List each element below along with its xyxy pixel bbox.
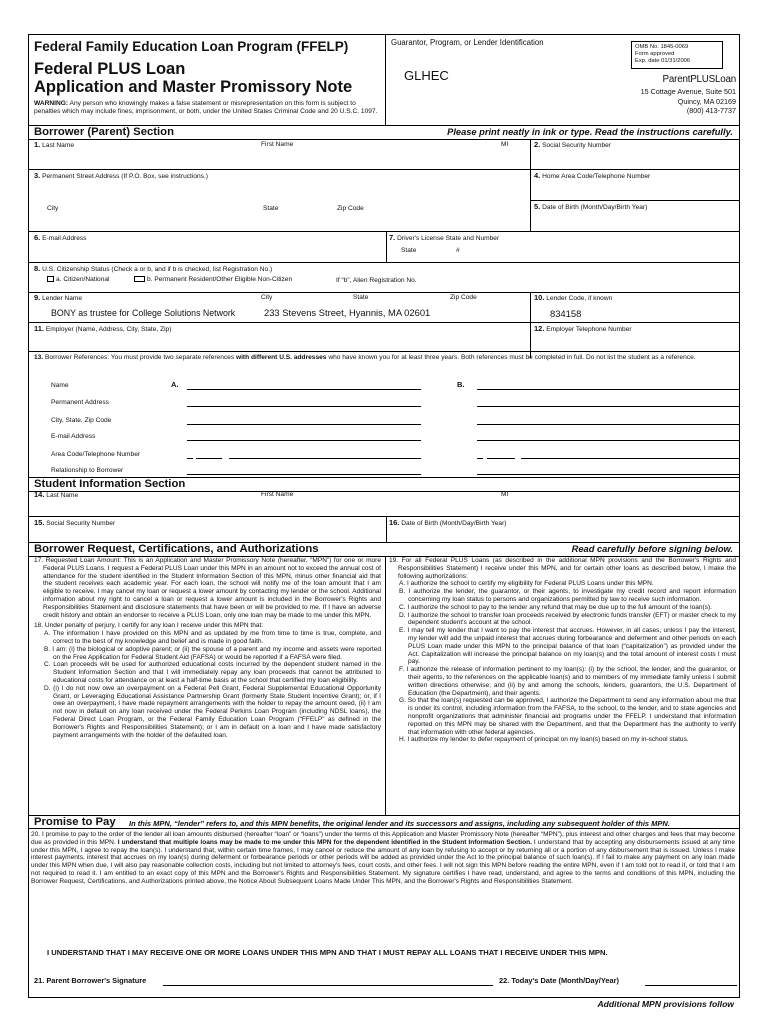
form-page bbox=[28, 34, 740, 998]
lender-city-label: City bbox=[261, 294, 273, 301]
employer-phone-label: 12. Employer Telephone Number bbox=[534, 324, 632, 333]
signature-label: 21. Parent Borrower's Signature bbox=[34, 976, 147, 985]
student-last-name-label: 14. Last Name bbox=[34, 490, 79, 499]
ref-email-label: E-mail Address bbox=[51, 433, 96, 440]
print-instructions: Please print neatly in ink or type. Read the instructions carefully. bbox=[447, 127, 733, 137]
lender-code-value[interactable]: 834158 bbox=[550, 308, 582, 319]
zip-label: Zip Code bbox=[337, 205, 364, 212]
promise-text: 20. I promise to pay to the order of the lender all loan amounts disbursed (hereafter “loan” or “loans”) under the terms of this Application and Master Promissory Note (hereafter “MPN”), plus interest and other charges and fees that may become due as provided in this MPN. I understand that multiple loans may be made to me under this MPN for the dependent identified in the Student Information Section. I understand that by accepting any disbursements issued at any time under this MPN, I agree to repay the loan(s). I understand that, within certain time frames, I may cancel or reduce the amount of any loan by refusing to accept or by returning all or a portion of any disbursement that is issued. Unless I make interest payments, interest that accrues on my loan(s) during deferment or forbearance periods or other periods will be added as provided under the Act to the principal balance of such loan(s). If I fail to make any payment on any loan made under this MPN when due, I will also pay reasonable collection costs, including but not limited to attorney's fees, court costs, and other fees. I will not sign this MPN before reading the entire MPN, even if I am told not to read it, or told that I am not required to read it. I am entitled to an exact copy of this MPN and the Borrower's Rights and Responsibilities Statement. My signature certifies I have read, understand, and agree to the terms and conditions of this MPN, including the Borrower Request, Certifications, and Authorizations printed above, the Notice About Subsequent Loans Made Under This MPN, and the Borrower's Rights and Responsibilities Statement. bbox=[31, 831, 736, 885]
state-label: State bbox=[263, 205, 279, 212]
guarantor-value: GLHEC bbox=[404, 68, 449, 83]
student-section-header: Student Information Section bbox=[29, 477, 739, 492]
employer-label: 11. Employer (Name, Address, City, State, Zip) bbox=[34, 324, 172, 333]
lender-name-label: 9. Lender Name bbox=[34, 293, 83, 302]
ref-city-label: City, State, Zip Code bbox=[51, 417, 112, 424]
references-instructions: 13. Borrower References: You must provide two separate references with different U.S. addresses who have known you for at least three years. Both references must be completed in full. Do not list the student as a reference. bbox=[34, 354, 696, 361]
signature-line[interactable] bbox=[163, 985, 493, 986]
program-title: Federal Family Education Loan Program (FFELP) bbox=[34, 39, 349, 54]
omb-box: OMB No. 1845-0069 Form approved Exp. date 01/31/2006 bbox=[631, 41, 723, 69]
ref-name-label: Name bbox=[51, 382, 69, 389]
lender-zip-label: Zip Code bbox=[450, 294, 477, 301]
citizenship-label: 8. U.S. Citizenship Status (Check a or b, and if b is checked, list Registration No.) bbox=[34, 264, 273, 273]
email-label: 6. E-mail Address bbox=[34, 233, 87, 242]
last-name-label: 1. Last Name bbox=[34, 140, 74, 149]
header-right bbox=[386, 35, 739, 125]
ref-relationship-label: Relationship to Borrower bbox=[51, 467, 124, 474]
ref-phone-label: Area Code/Telephone Number bbox=[51, 451, 141, 458]
ssn-label: 2. Social Security Number bbox=[534, 140, 612, 149]
promise-section-header: Promise to Pay In this MPN, “lender” refers to, and this MPN benefits, the original lender and its successors and assigns, including any subsequent holder of this MPN. bbox=[29, 815, 739, 829]
promise-instructions: In this MPN, “lender” refers to, and this MPN benefits, the original lender and its successors and assigns, including any subsequent holder of this MPN. bbox=[129, 819, 670, 828]
header-left bbox=[29, 35, 386, 125]
guarantor-address: 15 Cottage Avenue, Suite 501 Quincy, MA 02169 (800) 413-7737 bbox=[640, 87, 736, 116]
resident-checkbox[interactable] bbox=[134, 276, 145, 282]
student-ssn-label: 15. Social Security Number bbox=[34, 518, 116, 527]
license-state-label: State bbox=[401, 247, 417, 254]
lender-state-label: State bbox=[353, 294, 369, 301]
resident-option[interactable]: b. Permanent Resident/Other Eligible Non-Citizen bbox=[134, 276, 292, 284]
city-label: City bbox=[47, 205, 59, 212]
reference-b-label: B. bbox=[457, 380, 465, 389]
license-number-label: # bbox=[456, 247, 460, 254]
borrower-section-header: Borrower (Parent) Section Please print neatly in ink or type. Read the instructions carefully. bbox=[29, 125, 739, 140]
understand-statement: I UNDERSTAND THAT I MAY RECEIVE ONE OR MORE LOANS UNDER THIS MPN AND THAT I MUST REPAY ALL LOANS THAT I RECEIVE UNDER THIS MPN. bbox=[47, 948, 608, 957]
lender-address-value[interactable]: 233 Stevens Street, Hyannis, MA 02601 bbox=[264, 307, 431, 318]
dob-label: 5. Date of Birth (Month/Day/Birth Year) bbox=[534, 202, 648, 211]
date-label: 22. Today's Date (Month/Day/Year) bbox=[499, 976, 619, 985]
mi-label: MI bbox=[501, 141, 509, 148]
read-carefully-note: Read carefully before signing below. bbox=[571, 544, 733, 554]
student-dob-label: 16. Date of Birth (Month/Day/Birth Year) bbox=[389, 518, 507, 527]
home-phone-label: 4. Home Area Code/Telephone Number bbox=[534, 171, 651, 180]
request-left-column: 17. Requested Loan Amount: This is an Application and Master Promissory Note (hereafter, “MPN”) for one or more Federal PLUS Loans. I request a Federal PLUS Loan under this MPN in an amount not to exceed the annual cost of attendance for the student identified in the Student Information Section of this MPN, minus other financial aid that the student receives each academic year. For each loan, the school will notify me of the loan amount that I am eligible to receive. I may cancel my loan or request a lower amount by contacting my lender or the school. Additional information about my right to cancel a loan or request a lower amount is included in the Borrower's Rights and Responsibilities Statement and disclosure statements that have been or will be provided to me. If I have an adverse credit history and obtain an endorser to receive a PLUS Loan, only one loan may be made to me under this MPN. 18. Under penalty of perjury, I certify for any loan I receive under this MPN that: A. The information I have provided on this MPN and as updated by me from time to time is true, complete, and correct to the best of my knowledge and belief and is made in good faith. B. I am: (i) the biological or adoptive parent; or (ii) the spouse of a parent and my income and assets were reported on the Free Application for Federal Student Aid (FAFSA) or would be reported if a FAFSA were filed. C. Loan proceeds will be used for authorized educational costs incurred by the dependent student named in the Student Information Section and that I will immediately repay any loan proceeds that cannot be attributed to educational costs for attendance on at least a half-time basis at the school that certified my loan eligibility. D. (i) I do not now owe an overpayment on a Federal Pell Grant, Federal Supplemental Educational Opportunity Grant, or Leveraging Educational Assistance Partnership Grant (formerly State Student Incentive Grant); or, if I owe an overpayment, I have made repayment arrangements with the holder to repay the amount owed, (ii) I am not now in default on any loan received under the Federal Perkins Loan Program (including NDSL loans), the Federal Direct Loan Program, or the Federal Family Education Loan Program (“FFELP” as defined in the Borrower's Rights and Responsibilities Statement); or I am in default on a loan and I have made satisfactory payment arrangements with the holder of the defaulted loan. bbox=[34, 557, 381, 739]
lender-code-label: 10. Lender Code, if known bbox=[534, 293, 613, 302]
license-label: 7. Driver's License State and Number bbox=[389, 233, 500, 242]
form-title: Federal PLUS Loan Application and Master Promissory Note bbox=[34, 60, 353, 96]
lender-name-value[interactable]: BONY as trustee for College Solutions Network bbox=[51, 308, 236, 318]
reference-a-label: A. bbox=[171, 380, 179, 389]
request-right-column: 19. For all Federal PLUS Loans (as described in the additional MPN provisions and the Borrower's Rights and Responsibilities Statement) I receive under this MPN, and for certain other loans as described below, I make the following authorizations: A. I authorize the school to certify my eligibility for Federal PLUS Loans under this MPN. B. I authorize the lender, the guarantor, or their agents, to investigate my credit record and report information concerning my loan status to persons and organizations permitted by law to receive such information. C. I authorize the school to pay to the lender any refund that may be due up to the full amount of the loan(s). D. I authorize the school to transfer loan proceeds received by electronic funds transfer (EFT) or master check to my dependent student's account at the school. E. I may tell my lender that I want to pay the interest that accrues. However, in all cases, unless I pay the interest, my lender will add the unpaid interest that accrues during forbearance and deferment and other periods on each PLUS Loan made under this MPN to the principal balance of that loan (“capitalization”) as provided under the Act. Capitalization will increase the principal balance on my loan(s) and the total amount of interest costs I must pay. F. I authorize the release of information pertinent to my loan(s): (i) by the school, the lender, and the guarantor, or their agents, to the references on the applicable loan(s) and to members of my immediate family unless I submit written directions otherwise; and (ii) by and among the schools, lenders, guarantors, the U.S. Department of Education (the Department), and their agents. G. So that the loan(s) requested can be approved, I authorize the Department to send any information about me that is under its control, including information from the FAFSA, to the school, to the lender, and to state agencies and nonprofit organizations that administer financial aid programs under the FFELP. I understand that information reported on this MPN may be shared with the Department, and that the Department has the authority to verify that information with other federal agencies. H. I authorize my lender to defer repayment of principal on my loan(s) based on my in-school status. bbox=[389, 557, 736, 744]
first-name-label: First Name bbox=[261, 141, 294, 148]
student-mi-label: MI bbox=[501, 491, 509, 498]
parent-plus-logo: ParentPLUSLoan bbox=[662, 74, 736, 85]
guarantor-label: Guarantor, Program, or Lender Identification bbox=[391, 38, 544, 47]
additional-provisions-note: Additional MPN provisions follow bbox=[597, 999, 734, 1009]
alien-registration-label: If “b”, Alien Registration No. bbox=[336, 277, 417, 284]
student-first-name-label: First Name bbox=[261, 491, 294, 498]
citizen-option[interactable]: a. Citizen/National bbox=[47, 276, 110, 284]
date-line[interactable] bbox=[645, 985, 737, 986]
address-label: 3. Permanent Street Address (If P.O. Box, see instructions.) bbox=[34, 171, 209, 180]
citizen-checkbox[interactable] bbox=[47, 276, 54, 282]
warning-text: WARNING: Any person who knowingly makes a false statement or misrepresentation on this form is subject to penalties which may include fines, imprisonment, or both, under the United States Criminal Code and 20 U.S.C. 1097. bbox=[34, 100, 378, 115]
ref-address-label: Permanent Address bbox=[51, 399, 109, 406]
request-section-header: Borrower Request, Certifications, and Authorizations Read carefully before signing below. bbox=[29, 542, 739, 557]
